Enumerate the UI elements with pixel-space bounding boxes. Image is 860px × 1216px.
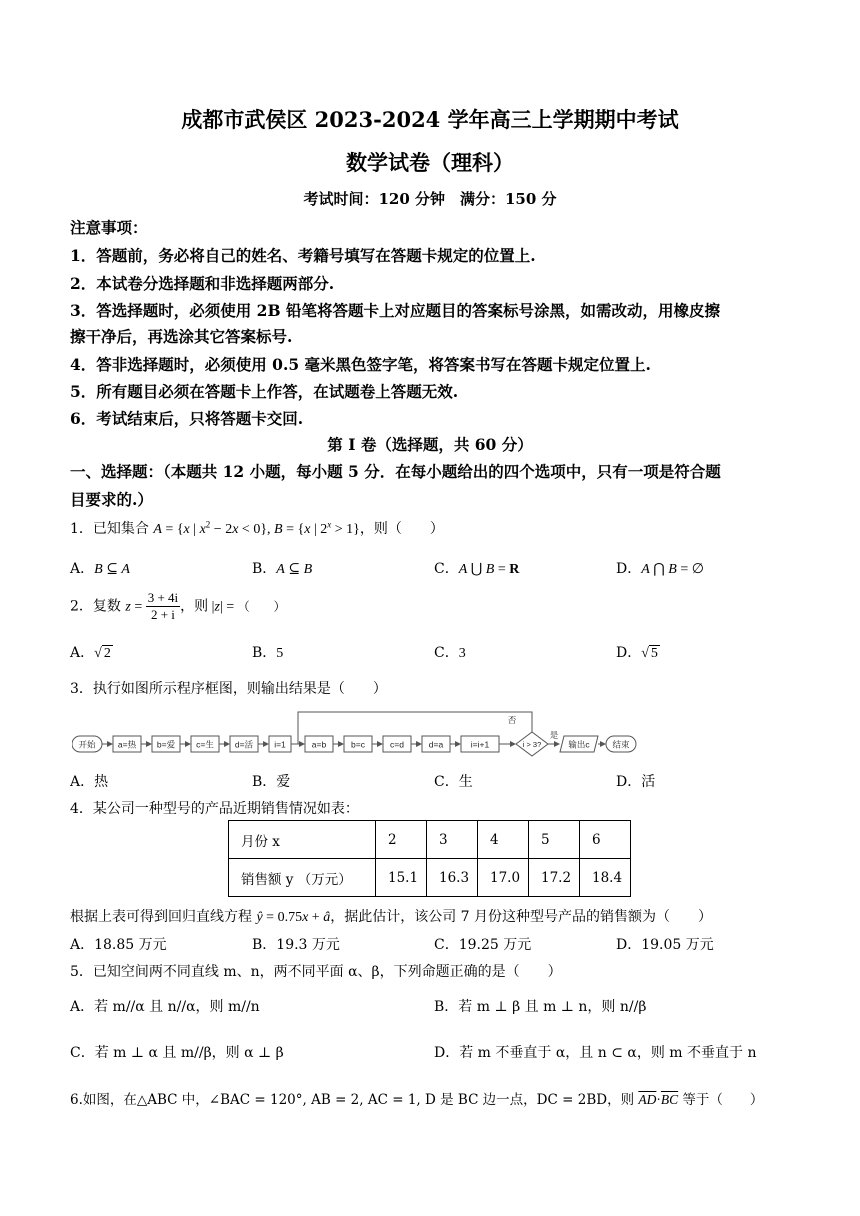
table-cell: 5 [529,821,580,859]
flow-box: b=c [351,739,365,750]
q5-option-c: C．若 m ⊥ α 且 m//β，则 α ⊥ β [70,1045,284,1061]
q4-option-a: A．18.85 万元 [70,937,167,953]
q2-option-d: D．√ 5 [616,645,658,661]
flow-end: 结束 [612,739,630,750]
q3-option-d: D．活 [616,774,656,790]
table-row [229,821,631,859]
set-a-formula: A [153,522,162,537]
table-cell: 15.1 [376,859,427,897]
q3-option-a: A．热 [70,774,109,790]
question-2: 2．复数 z = $\frac{3 + 4i}{2 + i}$ ，则 |z| = （ ） [70,590,286,622]
question-6: 6.如图，在△ABC 中，∠BAC = 120°, AB = 2, AC = 1, D 是 BC 边一点，DC = 2BD，则 $\overline{AD}\cdot\overline{BC}$ 等于（ ） [70,1092,764,1108]
table-cell: 4 [478,821,529,859]
flow-box: c=生 [196,739,214,750]
table-row [229,859,631,897]
table-cell: 16.3 [427,859,478,897]
q3-option-c: C．生 [434,774,473,790]
question-4-regression: 根据上表可得到回归直线方程 ŷ = 0.75x + â，据此估计，该公司 7 月份这种型号产品的销售额为（ ） [70,909,713,925]
flow-box: d=a [428,739,444,750]
flow-box: i=1 [274,739,286,750]
flow-no-label: 否 [507,715,517,725]
notice-item: 擦干净后，再选涂其它答案标号. [70,327,293,346]
flow-start: 开始 [78,739,96,750]
flow-condition: i > 3? [522,740,542,749]
table-cell: 17.0 [478,859,529,897]
table-cell: 3 [427,821,478,859]
q4-option-c: C．19.25 万元 [434,937,532,953]
section-heading: 第 I 卷（选择题，共 60 分） [327,435,533,454]
q5-option-b: B．若 m ⊥ β 且 m ⊥ n，则 n//β [434,999,647,1015]
notice-item: 6．考试结束后，只将答题卡交回. [70,409,304,428]
notice-item: 1．答题前，务必将自己的姓名、考籍号填写在答题卡规定的位置上. [70,246,536,265]
flow-box: c=d [390,739,404,750]
flow-output: 输出c [568,739,590,750]
question-1: 1．已知集合 A = {x | $x^2 - 2x < 0$}, B = {x | $2^x > 1$}，则（ ） [70,519,444,537]
notice-item: 2．本试卷分选择题和非选择题两部分. [70,274,335,293]
flowchart [72,710,642,762]
exam-subtitle: 数学试卷（理科） [346,150,514,175]
flow-box: d=活 [234,739,254,750]
flow-box: i=i+1 [470,739,490,750]
table-cell: 17.2 [529,859,580,897]
table-cell: 18.4 [580,859,631,897]
q1-option-b: B．A ⊆ B [252,561,313,577]
fraction: $\frac{3 + 4i}{2 + i}$ [147,590,179,622]
q4-option-d: D．19.05 万元 [616,937,714,953]
q2-option-a: A．√ 2 [70,645,111,661]
q5-option-a: A．若 m//α 且 n//α，则 m//n [70,999,260,1015]
table-cell: 2 [376,821,427,859]
table-header-sales: 销售额 y （万元） [229,859,376,897]
table-cell: 6 [580,821,631,859]
notice-heading: 注意事项： [70,218,148,237]
flow-yes-label: 是 [549,730,559,740]
notice-item: 3．答选择题时，必须使用 2B 铅笔将答题卡上对应题目的答案标号涂黑，如需改动，用橡皮擦 [70,301,720,320]
section-instruction: 一、选择题：（本题共 12 小题，每小题 5 分．在每小题给出的四个选项中，只有一项是符合题 [70,462,721,481]
q1-option-a: A．B ⊆ A [70,561,130,577]
exam-info: 考试时间：120 分钟 满分：150 分 [303,190,557,208]
notice-item: 5．所有题目必须在答题卡上作答，在试题卷上答题无效. [70,382,459,401]
question-3: 3．执行如图所示程序框图，则输出结果是（ ） [70,681,387,697]
q4-option-b: B．19.3 万元 [252,937,340,953]
q1-option-c: C．A ⋃ B = R [434,561,520,577]
flow-box: b=爱 [156,739,176,750]
q3-option-b: B．爱 [252,774,291,790]
q2-option-b: B．5 [252,645,284,661]
question-4: 4．某公司一种型号的产品近期销售情况如表： [70,801,359,817]
flow-box: a=b [311,739,327,750]
q5-option-d: D．若 m 不垂直于 α，且 n ⊂ α，则 m 不垂直于 n [434,1045,757,1061]
notice-item: 4．答非选择题时，必须使用 0.5 毫米黑色签字笔，将答案书写在答题卡规定位置上. [70,355,651,374]
flow-box: a=热 [117,739,137,750]
q1-option-d: D．A ⋂ B = ∅ [616,561,704,577]
question-5: 5．已知空间两不同直线 m、n，两不同平面 α、β，下列命题正确的是（ ） [70,964,562,980]
section-instruction: 目要求的.） [70,490,153,509]
sales-table [228,820,631,897]
table-header-month: 月份 x [229,821,376,859]
exam-title: 成都市武侯区 2023-2024 学年高三上学期期中考试 [181,107,679,132]
q2-option-c: C．3 [434,645,466,661]
